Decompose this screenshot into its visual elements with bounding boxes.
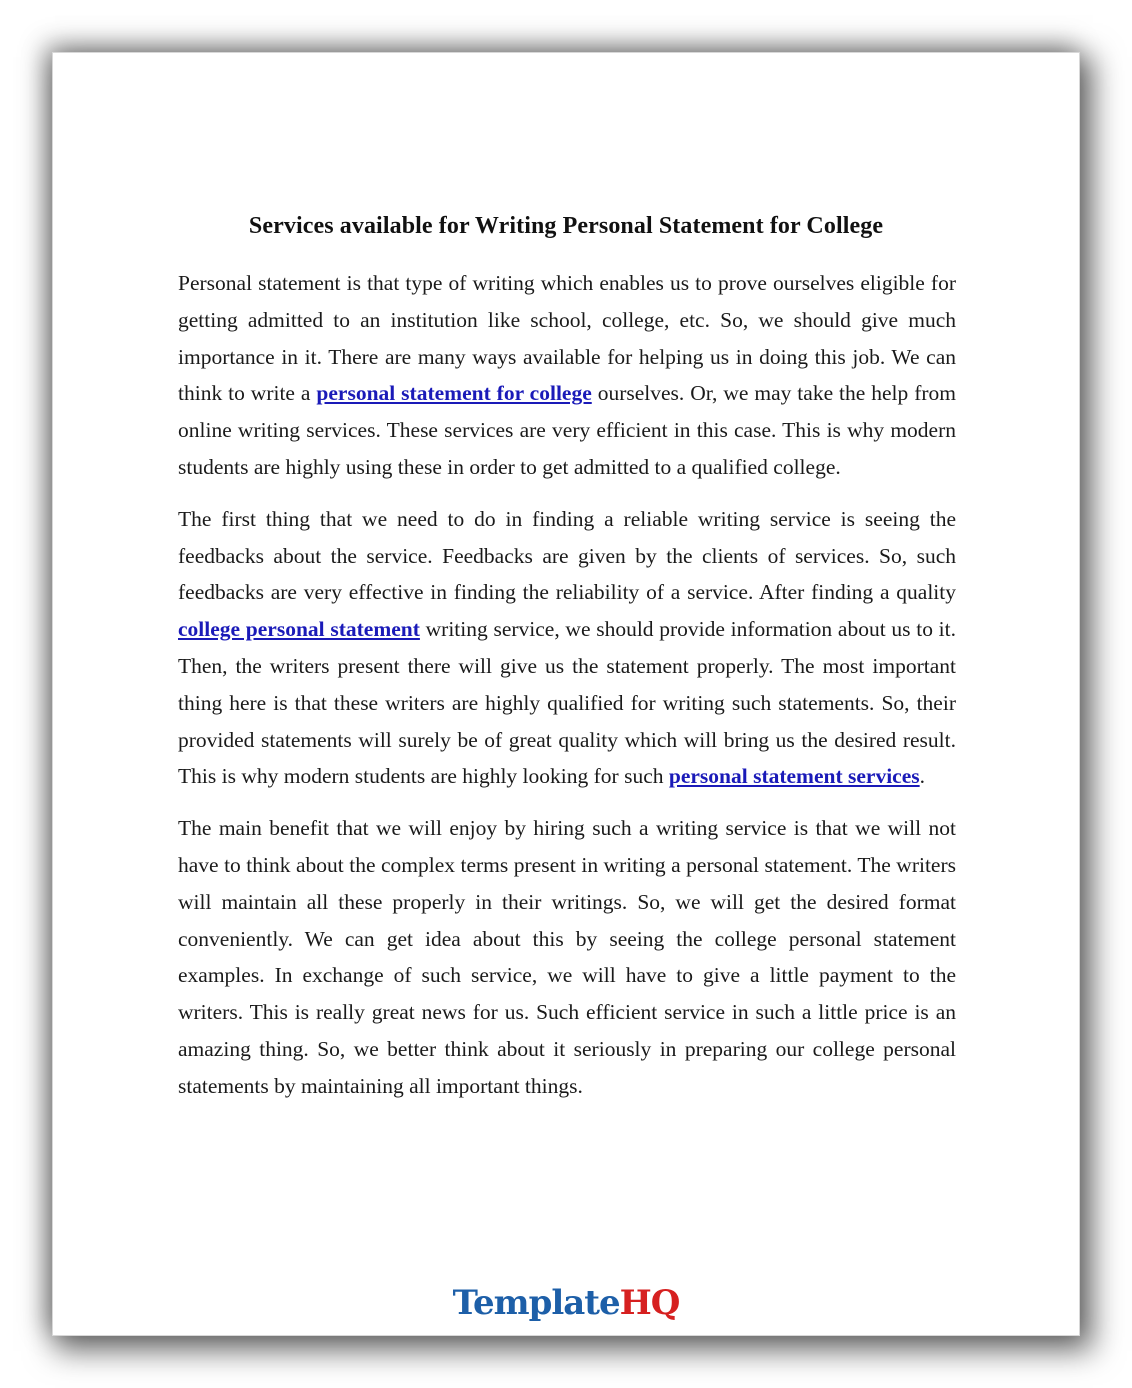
- paragraph-2: [178, 501, 956, 795]
- link-college-personal-statement[interactable]: college personal statement: [178, 617, 420, 642]
- link-personal-statement-for-college[interactable]: personal statement for college: [316, 381, 592, 406]
- text: .: [919, 764, 926, 789]
- text: The first thing that we need to do in finding a reliable writing service is seeing the feedbacks about the service. Feedbacks are given by the clients of services. So, such feedbacks are very effective in finding the reliability of a service. After finding a quality: [178, 506, 956, 605]
- logo-part-hq: HQ: [619, 1283, 680, 1323]
- paragraph-3: The main benefit that we will enjoy by hiring such a writing service is that we will not have to think about the complex terms present in writing a personal statement. The writers will maintain all these properly in their writings. So, we will get the desired format conveniently. We can get idea about this by seeing the college personal statement examples. In exchange of such service, we will have to give a little payment to the writers. This is really great news for us. Such efficient service in such a little price is an amazing thing. So, we better think about it seriously in preparing our college personal statements by maintaining all important things.: [178, 816, 956, 1098]
- text: writing service, we should provide information about us to it. Then, the writers present there will give us the statement properly. The most important thing here is that these writers are highly qualified for writing such statements. So, their provided statements will surely be of great quality which will bring us the desired result. This is why modern students are highly looking for such: [178, 617, 956, 789]
- document-page: [53, 53, 1079, 1335]
- templatehq-logo: [53, 1283, 1079, 1323]
- paragraph-1: [178, 265, 956, 486]
- logo-part-template: Template: [452, 1283, 620, 1323]
- text: Personal statement is that type of writing which enables us to prove ourselves eligible for getting admitted to an institution like school, college, etc. So, we should give much importance in it. There are many ways available for helping us in doing this job. We can think to write a: [178, 271, 956, 406]
- text: ourselves. Or, we may take the help from online writing services. These services are very efficient in this case. This is why modern students are highly using these in order to get admitted to a qualified college.: [178, 381, 957, 479]
- link-personal-statement-services[interactable]: personal statement services: [668, 764, 920, 789]
- document-body: [178, 265, 956, 1120]
- document-title: Services available for Writing Personal Statement for College: [248, 213, 884, 239]
